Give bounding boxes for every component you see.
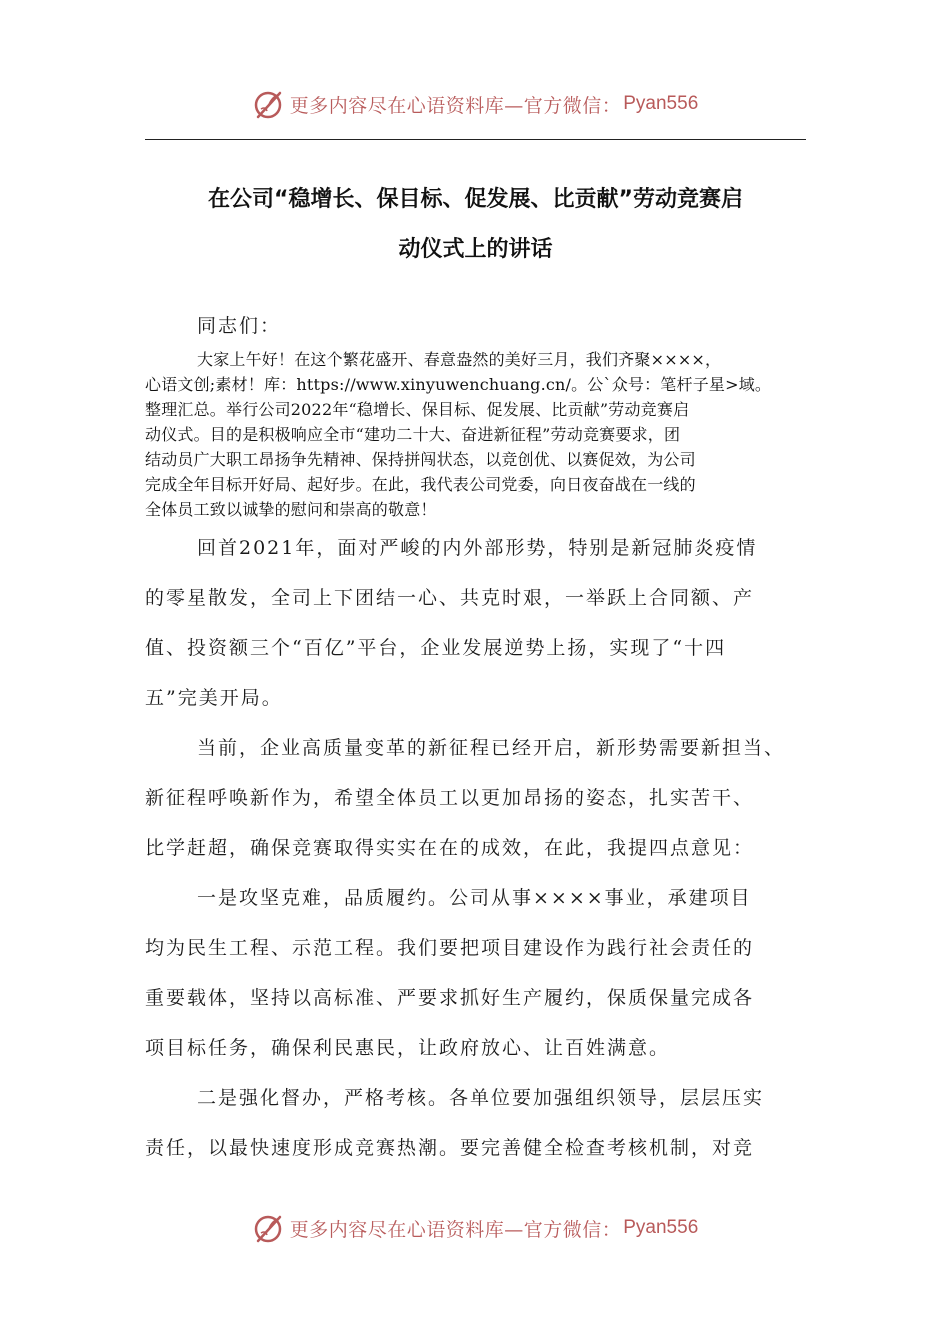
header-banner	[0, 82, 950, 126]
banner-text: 更多内容尽在心语资料库—官方微信：	[289, 94, 622, 117]
body-line: 责任，以最快速度形成竞赛热潮。要完善健全检查考核机制，对竞	[145, 1137, 755, 1159]
intro-line: 完成全年目标开好局、起好步。在此，我代表公司党委，向日夜奋战在一线的	[145, 475, 696, 494]
intro-line: 结动员广大职工昂扬争先精神、保持拼闯状态，以竞创优、以赛促效，为公司	[145, 450, 696, 469]
body-line: 五”完美开局。	[145, 687, 283, 709]
body-line: 均为民生工程、示范工程。我们要把项目建设作为践行社会责任的	[145, 937, 755, 959]
banner-text: 更多内容尽在心语资料库—官方微信：	[289, 1218, 622, 1241]
body-line: 项目标任务，确保利民惠民，让政府放心、让百姓满意。	[145, 1037, 671, 1059]
footer-banner	[0, 1206, 950, 1250]
intro-line: 全体员工致以诚挚的慰问和崇高的敬意！	[145, 500, 437, 519]
body-line: 二是强化督办，严格考核。各单位要加强组织领导，层层压实	[197, 1087, 765, 1109]
body-line: 重要载体，坚持以高标准、严要求抓好生产履约，保质保量完成各	[145, 987, 755, 1009]
intro-line: 整理汇总。举行公司2022年“稳增长、保目标、促发展、比贡献”劳动竞赛启	[145, 400, 690, 419]
banner-wechat-id: Pyan556	[623, 1217, 699, 1238]
quill-logo-icon	[252, 87, 286, 121]
intro-line: 心语文创;素材！库：https://www.xinyuwenchuang.cn/。公`众号：笔杆子星>域。	[145, 375, 772, 394]
header-divider	[145, 139, 806, 140]
body-line: 回首2021年，面对严峻的内外部形势，特别是新冠肺炎疫情	[197, 537, 758, 559]
body-line: 的零星散发，全司上下团结一心、共克时艰，一举跃上合同额、产	[145, 587, 755, 609]
document-title-line-1: 在公司“稳增长、保目标、促发展、比贡献”劳动竞赛启	[208, 187, 743, 212]
body-line: 当前，企业高质量变革的新征程已经开启，新形势需要新担当、	[197, 737, 786, 759]
banner-wechat-id: Pyan556	[623, 93, 699, 114]
greeting: 同志们：	[197, 315, 282, 337]
body-line: 新征程呼唤新作为，希望全体员工以更加昂扬的姿态，扎实苦干、	[145, 787, 755, 809]
intro-line: 大家上午好！在这个繁花盛开、春意盎然的美好三月，我们齐聚××××，	[197, 350, 722, 369]
body-line: 一是攻坚克难，品质履约。公司从事××××事业，承建项目	[197, 887, 752, 909]
body-line: 值、投资额三个“百亿”平台，企业发展逆势上扬，实现了“十四	[145, 637, 727, 659]
intro-line: 动仪式。目的是积极响应全市“建功二十大、奋进新征程”劳动竞赛要求，团	[145, 425, 681, 444]
quill-logo-icon	[252, 1211, 286, 1245]
body-line: 比学赶超，确保竞赛取得实实在在的成效，在此，我提四点意见：	[145, 837, 755, 859]
document-title-line-2: 动仪式上的讲话	[398, 237, 553, 262]
